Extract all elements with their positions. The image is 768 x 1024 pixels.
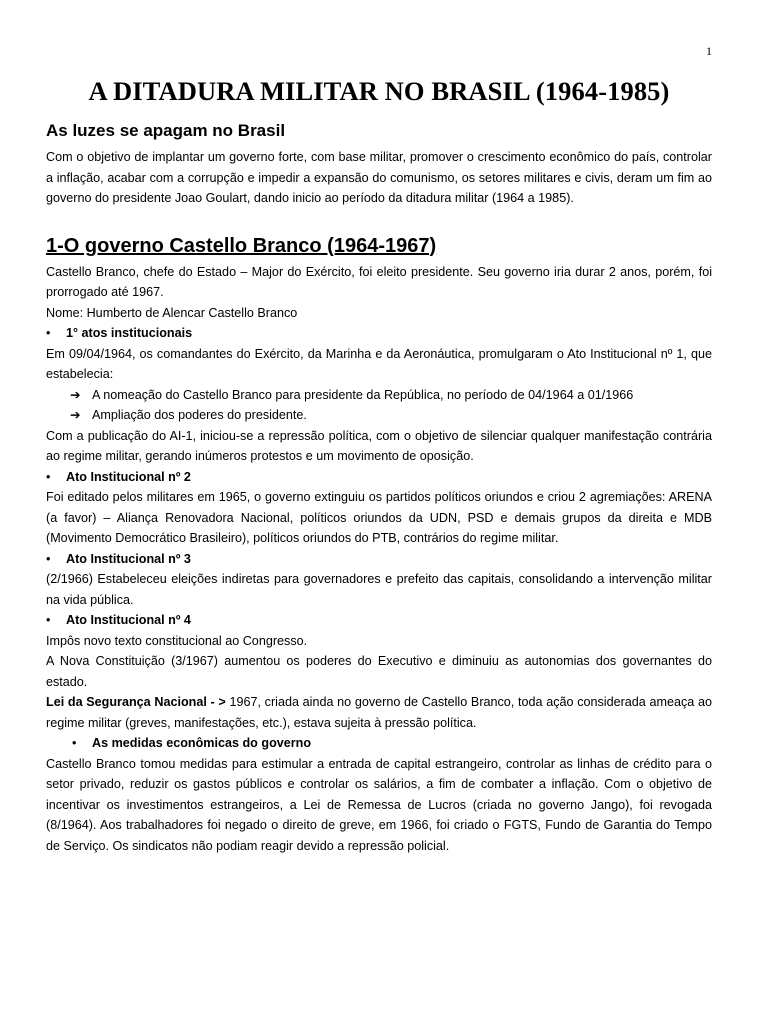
bullet-icon: •	[46, 613, 51, 627]
ai1-result-paragraph: Com a publicação do AI-1, iniciou-se a repressão política, com o objetivo de silenciar qualquer manifestação contrária ao regime militar, gerando inúmeros protestos e um movimento de oposição.	[46, 428, 712, 463]
intro-paragraph: Com o objetivo de implantar um governo forte, com base militar, promover o crescimento econômico do país, controlar a inflação, acabar com a corrupção e impedir a expansão do comunismo, os setores militares e civis, deram um fim ao governo do presidente Joao Goulart, dando inicio ao período da ditadura militar (1964 a 1985).	[46, 150, 712, 205]
ai3-paragraph: (2/1966) Estabeleceu eleições indiretas para governadores e prefeito das capitais, consolidando a intervenção militar na vida pública.	[46, 572, 712, 607]
bullet-ai2	[46, 467, 712, 488]
bullet-label: Ato Institucional nº 4	[66, 613, 191, 627]
bullet-ai4	[46, 610, 712, 631]
lei-seguranca-paragraph	[46, 692, 712, 733]
bullet-atos-institucionais	[46, 323, 712, 344]
bullet-icon: •	[46, 326, 51, 340]
document-page	[46, 40, 712, 856]
bullet-ai3	[46, 549, 712, 570]
section-heading-castello: 1-O governo Castello Branco (1964-1967)	[46, 234, 437, 257]
bullet-medidas-economicas	[46, 733, 712, 754]
arrow-item-text: A nomeação do Castello Branco para presidente da República, no período de 04/1964 a 01/1966	[92, 387, 634, 402]
bullet-icon: •	[72, 736, 77, 750]
medidas-paragraph: Castello Branco tomou medidas para estimular a entrada de capital estrangeiro, controlar as linhas de crédito para o setor privado, reduzir os gastos públicos e controlar os salários, a fim de combater a inflação. Com o objetivo de incentivar os investimentos estrangeiros, a Lei de Remessa de Lucros (criada no governo Jango), foi revogada (8/1964). Aos trabalhadores foi negado o direito de greve, em 1966, foi criado o FGTS, Fundo de Garantia do Tempo de Serviço. Os sindicatos não podiam reagir devido a repressão policial.	[46, 756, 712, 853]
document-title: A DITADURA MILITAR NO BRASIL (1964-1985)	[88, 76, 670, 106]
arrow-item-2	[46, 405, 712, 426]
arrow-item-1	[46, 385, 712, 406]
bullet-label: Ato Institucional nº 3	[66, 551, 191, 566]
bullet-label: Ato Institucional nº 2	[66, 469, 191, 484]
page-number: 1	[706, 44, 712, 58]
ai4-line: Impôs novo texto constitucional ao Congresso.	[46, 633, 308, 648]
ai4-paragraph: A Nova Constituição (3/1967) aumentou os poderes do Executivo e diminuiu as autonomias dos governantes do estado.	[46, 654, 712, 689]
section-heading-luzes: As luzes se apagam no Brasil	[46, 121, 286, 140]
lei-seguranca-text: 1967, criada ainda no governo de Castello Branco, toda ação considerada ameaça ao regime militar (greves, manifestações, etc.), estava sujeita à pressão política.	[46, 695, 712, 730]
ai1-paragraph: Em 09/04/1964, os comandantes do Exército, da Marinha e da Aeronáutica, promulgaram o Ato Institucional nº 1, que estabelecia:	[46, 346, 712, 381]
castello-intro: Castello Branco, chefe do Estado – Major do Exército, foi eleito presidente. Seu governo iria durar 2 anos, porém, foi prorrogado até 1967.	[46, 264, 712, 299]
ai2-paragraph: Foi editado pelos militares em 1965, o governo extinguiu os partidos políticos oriundos e criou 2 agremiações: ARENA (a favor) – Aliança Renovadora Nacional, políticos oriundos da UDN, PSD e demais grupos da direita e MDB (Movimento Democrático Brasileiro), políticos oriundos do PTB, contrários do regime militar.	[46, 490, 712, 545]
bullet-icon: •	[46, 551, 51, 566]
arrow-item-text: Ampliação dos poderes do presidente.	[92, 408, 307, 422]
lei-seguranca-label: Lei da Segurança Nacional - >	[46, 695, 226, 709]
arrow-right-icon: ➔	[70, 408, 81, 422]
arrow-right-icon: ➔	[70, 387, 81, 402]
bullet-label: 1° atos institucionais	[66, 326, 193, 340]
bullet-icon: •	[46, 469, 51, 484]
bullet-label: As medidas econômicas do governo	[92, 736, 312, 750]
name-line: Nome: Humberto de Alencar Castello Branco	[46, 305, 298, 320]
